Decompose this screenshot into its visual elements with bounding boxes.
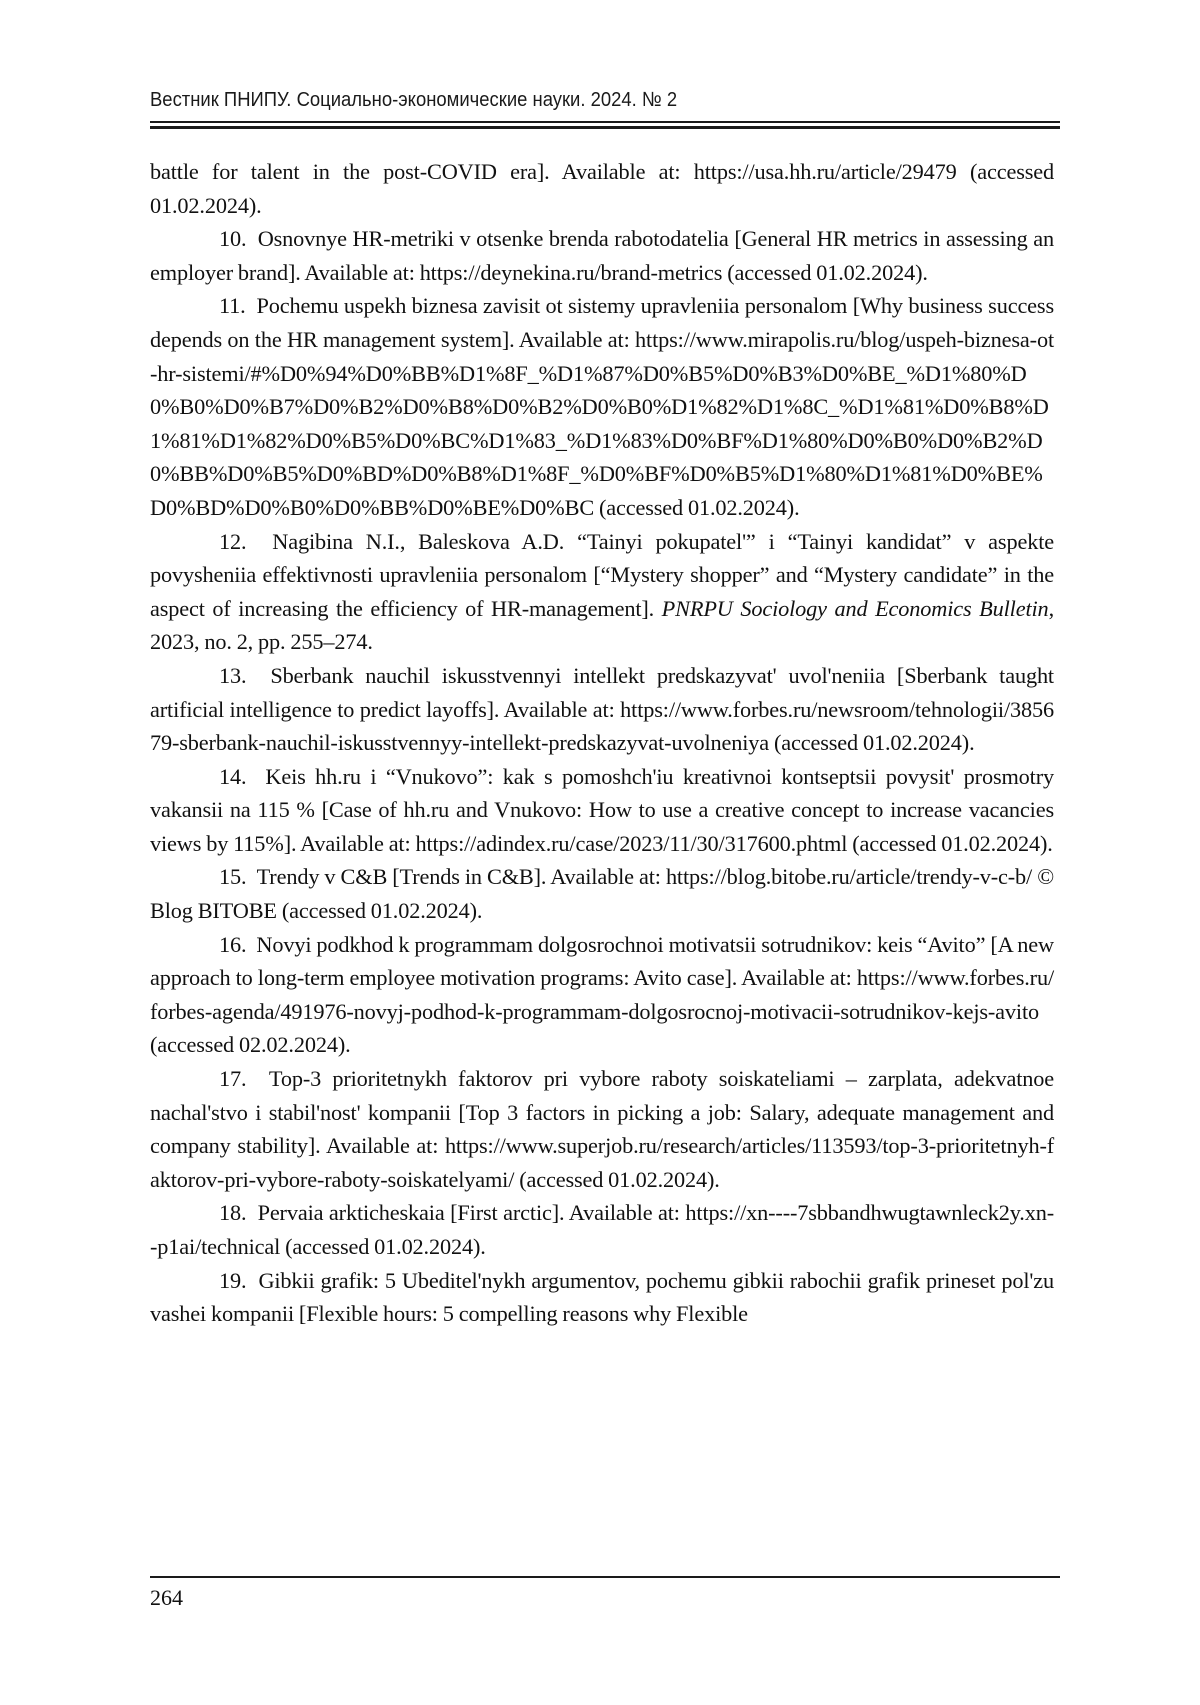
reference-url: https://xn----7sbbandhwugtawnleck2y.xn--p1ai/technical	[150, 1200, 1054, 1259]
reference-item-11	[150, 289, 1054, 524]
reference-number: 18.	[219, 1196, 246, 1230]
reference-accessed: (accessed 01.02.2024).	[847, 831, 1052, 856]
reference-text: Pervaia arkticheskaia [First arctic]. Available at:	[258, 1200, 686, 1225]
reference-url: https://www.superjob.ru/research/articles/113593/top-3-prioritetnyh-faktorov-pri-vybore-raboty-soiskatelyami/	[150, 1133, 1054, 1192]
reference-text: Top-3 prioritetnykh faktorov pri vybore raboty soiskateliami – zarplata, adekvatnoe nachal'stvo i stabil'nost' kompanii [Top 3 factors in picking a job: Salary, adequate management and company stability]. Available at:	[150, 1066, 1054, 1158]
reference-continuation	[150, 155, 1054, 222]
reference-number: 12.	[219, 525, 246, 559]
reference-accessed: (accessed 01.02.2024).	[594, 495, 799, 520]
reference-text: Novyi podkhod k programmam dolgosrochnoi motivatsii sotrudnikov: keis “Avito” [A new approach to long-term employee motivation programs: Avito case]. Available at:	[150, 932, 1054, 991]
header-rule-thick	[150, 126, 1060, 129]
reference-tail: , 2023, no. 2, pp. 255–274.	[150, 596, 1054, 655]
reference-item-18	[150, 1196, 1054, 1263]
journal-page	[0, 0, 1200, 1705]
reference-url: https://www.forbes.ru/newsroom/tehnologii/385679-sberbank-nauchil-iskusstvennyy-intellekt-predskazyvat-uvolneniya	[150, 697, 1054, 756]
footer-rule	[150, 1576, 1060, 1578]
reference-accessed: (accessed 01.02.2024).	[514, 1167, 719, 1192]
reference-accessed: (accessed 01.02.2024).	[769, 730, 974, 755]
reference-item-14	[150, 760, 1054, 861]
reference-text: Gibkii grafik: 5 Ubeditel'nykh argumentov, pochemu gibkii rabochii grafik prineset pol'zu vashei kompanii [Flexible hours: 5 compelling reasons why Flexible	[150, 1268, 1054, 1327]
reference-text: Pochemu uspekh biznesa zavisit ot sistemy upravleniia personalom [Why business success depends on the HR management system]. Available at:	[150, 293, 1054, 352]
reference-accessed: (accessed 01.02.2024).	[150, 159, 1054, 218]
running-header: Вестник ПНИПУ. Социально-экономические науки. 2024. № 2	[150, 88, 969, 112]
reference-accessed: (accessed 01.02.2024).	[280, 1234, 485, 1259]
reference-text: Trendy v C&B [Trends in C&B]. Available at:	[257, 864, 666, 889]
reference-item-19	[150, 1264, 1054, 1331]
reference-url: https://www.forbes.ru/forbes-agenda/491976-novyj-podhod-k-programmam-dolgosrocnoj-motivacii-sotrudnikov-kejs-avito	[150, 965, 1054, 1024]
reference-item-17	[150, 1062, 1054, 1196]
reference-number: 11.	[219, 289, 246, 323]
reference-number: 14.	[219, 760, 246, 794]
page-number: 264	[150, 1585, 183, 1611]
reference-number: 19.	[219, 1264, 246, 1298]
reference-url: https://adindex.ru/case/2023/11/30/317600.phtml	[415, 831, 847, 856]
reference-item-13	[150, 659, 1054, 760]
reference-journal: PNRPU Sociology and Economics Bulletin	[662, 596, 1049, 621]
reference-item-12	[150, 525, 1054, 659]
reference-text: Nagibina N.I., Baleskova A.D. “Tainyi pokupatel'” i “Tainyi kandidat” v aspekte povysheniia effektivnosti upravleniia personalom [“Mystery shopper” and “Mystery candidate” in the aspect of increasing the efficiency of HR-management].	[150, 529, 1054, 621]
reference-accessed: (accessed 01.02.2024).	[722, 260, 927, 285]
reference-item-15	[150, 860, 1054, 927]
reference-text: battle for talent in the post-COVID era]. Available at:	[150, 159, 694, 184]
reference-number: 15.	[219, 860, 246, 894]
reference-number: 10.	[219, 222, 246, 256]
reference-text: Sberbank nauchil iskusstvennyi intellekt predskazyvat' uvol'neniia [Sberbank taught artificial intelligence to predict layoffs]. Available at:	[150, 663, 1054, 722]
reference-item-16	[150, 928, 1054, 1062]
reference-list	[150, 155, 1054, 1331]
reference-text: Osnovnye HR-metriki v otsenke brenda rabotodatelia [General HR metrics in assessing an employer brand]. Available at:	[150, 226, 1054, 285]
reference-accessed: © Blog BITOBE (accessed 01.02.2024).	[150, 864, 1054, 923]
reference-text: Keis hh.ru i “Vnukovo”: kak s pomoshch'iu kreativnoi kontseptsii povysit' prosmotry vakansii na 115 % [Case of hh.ru and Vnukovo: How to use a creative concept to increase vacancies views by 115%]. Available at:	[150, 764, 1054, 856]
reference-url: https://deynekina.ru/brand-metrics	[420, 260, 723, 285]
reference-number: 16.	[219, 928, 246, 962]
reference-number: 17.	[219, 1062, 246, 1096]
reference-url: https://www.mirapolis.ru/blog/uspeh-biznesa-ot-hr-sistemi/#%D0%94%D0%BB%D1%8F_%D1%87%D0%B5%D0%B3%D0%BE_%D1%80%D0%B0%D0%B7%D0%B2%D0%B8%D0%B2%D0%B0%D1%82%D1%8C_%D1%81%D0%B8%D1%81%D1%82%D0%B5%D0%BC%D1%83_%D1%83%D0%BF%D1%80%D0%B0%D0%B2%D0%BB%D0%B5%D0%BD%D0%B8%D1%8F_%D0%BF%D0%B5%D1%80%D1%81%D0%BE%D0%BD%D0%B0%D0%BB%D0%BE%D0%BC	[150, 327, 1054, 520]
reference-url: https://blog.bitobe.ru/article/trendy-v-c-b/	[666, 864, 1032, 889]
reference-number: 13.	[219, 659, 246, 693]
reference-item-10	[150, 222, 1054, 289]
reference-accessed: (accessed 02.02.2024).	[150, 1032, 351, 1057]
reference-url: https://usa.hh.ru/article/29479	[694, 159, 957, 184]
header-rule-thin	[150, 121, 1060, 123]
